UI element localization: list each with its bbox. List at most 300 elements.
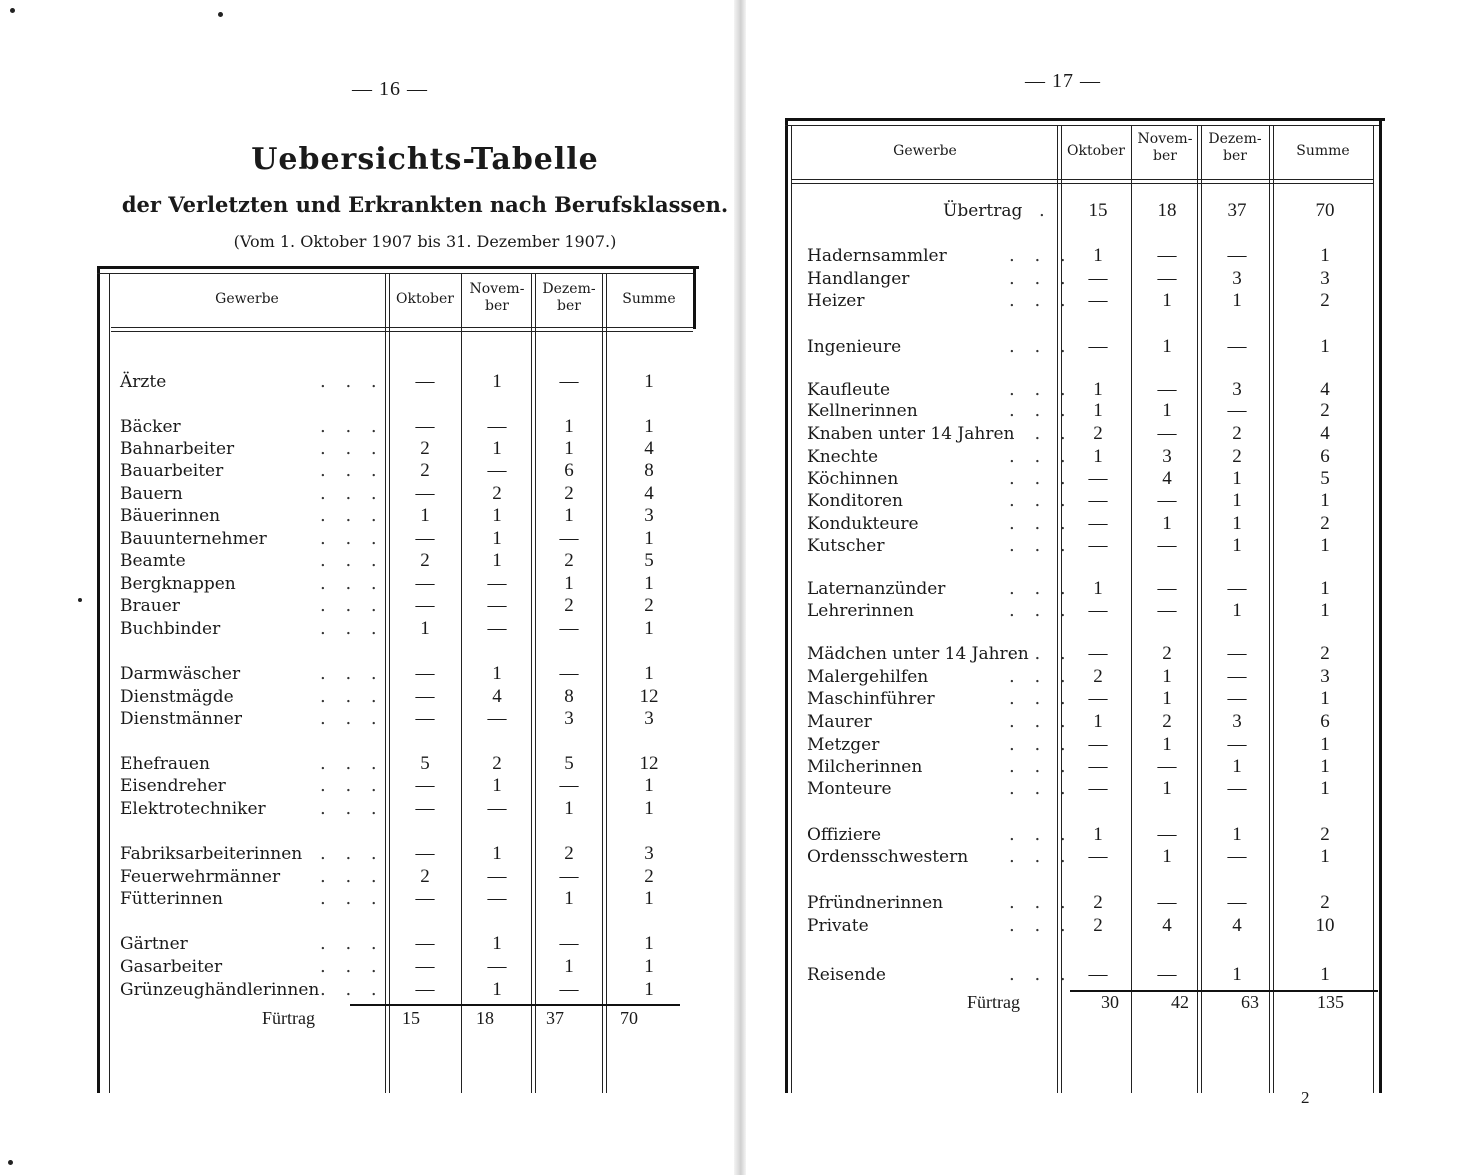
cell-dec: 3 bbox=[1232, 268, 1242, 289]
cell-nov: 3 bbox=[1162, 446, 1172, 467]
table-row bbox=[0, 438, 735, 460]
table-row bbox=[745, 513, 1480, 535]
trade-name: Metzger bbox=[807, 735, 880, 755]
cell-sum: 1 bbox=[644, 416, 654, 437]
trade-name: Fabriksarbeiterinnen bbox=[120, 844, 303, 864]
leader-dots: . . . bbox=[320, 933, 384, 954]
table-row bbox=[745, 734, 1480, 756]
cell-dec: — bbox=[1227, 846, 1247, 867]
header-november: Novem- ber bbox=[1137, 131, 1193, 164]
cell-dec: — bbox=[1227, 688, 1247, 709]
leader-dots: . . . bbox=[1009, 756, 1073, 777]
cell-oct: — bbox=[415, 708, 435, 729]
leader-dots: . . . bbox=[320, 595, 384, 616]
cell-nov: 1 bbox=[1162, 666, 1172, 687]
cell-dec: — bbox=[559, 528, 579, 549]
cell-sum: 1 bbox=[1320, 535, 1330, 556]
page-number: — 17 — bbox=[1025, 70, 1101, 92]
leader-dots: . . . bbox=[1009, 379, 1073, 400]
cell-dec: 1 bbox=[1232, 600, 1242, 621]
cell-dec: 3 bbox=[564, 708, 574, 729]
table-row bbox=[745, 915, 1480, 937]
table-row bbox=[0, 550, 735, 572]
cell-oct: 1 bbox=[1093, 711, 1103, 732]
table-row bbox=[745, 892, 1480, 914]
table-row bbox=[745, 468, 1480, 490]
header-sum: Summe bbox=[622, 291, 676, 307]
table-row bbox=[745, 688, 1480, 710]
footer-oct: 30 bbox=[1101, 992, 1119, 1012]
leader-dots: . . . bbox=[320, 371, 384, 392]
cell-sum: 1 bbox=[1320, 600, 1330, 621]
trade-name: Bergknappen bbox=[120, 574, 236, 594]
table-row bbox=[745, 600, 1480, 622]
leader-dots: . . . bbox=[1009, 446, 1073, 467]
cell-sum: 1 bbox=[1320, 490, 1330, 511]
leader-dots: . . . bbox=[320, 888, 384, 909]
table-row bbox=[0, 888, 735, 910]
leader-dots: . . . bbox=[320, 618, 384, 639]
table-row bbox=[0, 618, 735, 640]
leader-dots: . . . bbox=[1009, 778, 1073, 799]
trade-name: Bauunternehmer bbox=[120, 529, 267, 549]
cell-oct: — bbox=[1088, 290, 1108, 311]
cell-sum: 10 bbox=[1315, 915, 1335, 936]
leader-dots: . . . bbox=[1009, 513, 1073, 534]
trade-name: Knaben unter 14 Jahren bbox=[807, 424, 1015, 444]
cell-dec: — bbox=[1227, 400, 1247, 421]
cell-oct: — bbox=[415, 979, 435, 1000]
cell-oct: 1 bbox=[420, 618, 430, 639]
cell-sum: 1 bbox=[1320, 336, 1330, 357]
leader-dots: . . . bbox=[1009, 734, 1073, 755]
carry-label: Übertrag bbox=[943, 201, 1023, 221]
trade-name: Monteure bbox=[807, 779, 892, 799]
cell-dec: 2 bbox=[1232, 423, 1242, 444]
trade-name: Bahnarbeiter bbox=[120, 439, 235, 459]
cell-oct: — bbox=[415, 933, 435, 954]
cell-oct: — bbox=[1088, 688, 1108, 709]
leader-dots: . . . bbox=[1009, 711, 1073, 732]
header-december: Dezem- ber bbox=[1208, 131, 1262, 164]
cell-nov: — bbox=[1157, 824, 1177, 845]
leader-dots: . . . bbox=[320, 866, 384, 887]
table-row bbox=[0, 866, 735, 888]
cell-oct: — bbox=[1088, 490, 1108, 511]
header-trade: Gewerbe bbox=[215, 291, 279, 307]
sum-rule bbox=[350, 1004, 680, 1006]
cell-sum: 3 bbox=[644, 708, 654, 729]
trade-name: Offiziere bbox=[807, 825, 882, 845]
cell-sum: 1 bbox=[1320, 964, 1330, 985]
cell-oct: — bbox=[1088, 468, 1108, 489]
cell-sum: 4 bbox=[1320, 379, 1330, 400]
cell-nov: — bbox=[1157, 379, 1177, 400]
cell-oct: — bbox=[1088, 643, 1108, 664]
cell-sum: 4 bbox=[1320, 423, 1330, 444]
trade-name: Kondukteure bbox=[807, 514, 919, 534]
cell-oct: 1 bbox=[1093, 578, 1103, 599]
cell-dec: 1 bbox=[1232, 756, 1242, 777]
footer-sum: 70 bbox=[620, 1008, 638, 1028]
cell-dec: 1 bbox=[564, 438, 574, 459]
trade-name: Köchinnen bbox=[807, 469, 899, 489]
cell-nov: 1 bbox=[492, 505, 502, 526]
cell-sum: 1 bbox=[644, 573, 654, 594]
leader-dots: . . . bbox=[320, 460, 384, 481]
cell-oct: — bbox=[415, 528, 435, 549]
cell-sum: 4 bbox=[644, 438, 654, 459]
table-row bbox=[745, 778, 1480, 800]
table-row bbox=[0, 686, 735, 708]
cell-nov: 2 bbox=[492, 753, 502, 774]
leader-dots: . . . bbox=[1009, 268, 1073, 289]
leader-dots: . . . bbox=[320, 438, 384, 459]
cell-dec: 5 bbox=[564, 753, 574, 774]
trade-name: Malergehilfen bbox=[807, 667, 929, 687]
cell-nov: — bbox=[487, 460, 507, 481]
table-row bbox=[745, 578, 1480, 600]
cell-nov: — bbox=[1157, 600, 1177, 621]
cell-nov: 1 bbox=[1162, 778, 1172, 799]
cell-oct: — bbox=[415, 775, 435, 796]
cell-nov: 1 bbox=[1162, 513, 1172, 534]
cell-dec: 1 bbox=[564, 956, 574, 977]
cell-sum: 1 bbox=[644, 663, 654, 684]
cell-nov: 4 bbox=[1162, 468, 1172, 489]
trade-name: Hadernsammler bbox=[807, 246, 947, 266]
cell-dec: 2 bbox=[564, 483, 574, 504]
table-row bbox=[0, 753, 735, 775]
table-row bbox=[745, 336, 1480, 358]
leader-dots: . . . bbox=[320, 843, 384, 864]
table-row bbox=[745, 268, 1480, 290]
table-row bbox=[745, 756, 1480, 778]
cell-dec: — bbox=[1227, 892, 1247, 913]
leader-dots: . . . bbox=[1009, 824, 1073, 845]
cell-oct: — bbox=[1088, 756, 1108, 777]
cell-oct: 1 bbox=[420, 505, 430, 526]
header-sum: Summe bbox=[1296, 143, 1350, 159]
cell-nov: — bbox=[487, 708, 507, 729]
leader-dots: . . . bbox=[320, 416, 384, 437]
cell-oct: — bbox=[1088, 846, 1108, 867]
table-row bbox=[0, 595, 735, 617]
cell-sum: 1 bbox=[644, 979, 654, 1000]
cell-sum: 1 bbox=[1320, 846, 1330, 867]
table-row bbox=[745, 446, 1480, 468]
trade-name: Mädchen unter 14 Jahren bbox=[807, 644, 1029, 664]
leader-dots: . . . bbox=[320, 708, 384, 729]
trade-name: Dienstmägde bbox=[120, 687, 234, 707]
cell-nov: — bbox=[1157, 892, 1177, 913]
cell-oct: 5 bbox=[420, 753, 430, 774]
trade-name: Ordensschwestern bbox=[807, 847, 969, 867]
cell-oct: — bbox=[415, 573, 435, 594]
cell-oct: 2 bbox=[420, 550, 430, 571]
cell-sum: 3 bbox=[1320, 666, 1330, 687]
cell-nov: — bbox=[487, 618, 507, 639]
cell-oct: 1 bbox=[1093, 446, 1103, 467]
trade-name: Maurer bbox=[807, 712, 872, 732]
cell-sum: 1 bbox=[1320, 688, 1330, 709]
cell-nov: — bbox=[1157, 535, 1177, 556]
cell-nov: — bbox=[1157, 268, 1177, 289]
leader-dots: . . . bbox=[1009, 892, 1073, 913]
cell-sum: 12 bbox=[639, 686, 659, 707]
cell-nov: 1 bbox=[492, 933, 502, 954]
leader-dots: . . . bbox=[1009, 245, 1073, 266]
table-row bbox=[745, 666, 1480, 688]
footer-label: Fürtrag bbox=[262, 1008, 315, 1028]
carry-nov: 18 bbox=[1157, 200, 1177, 221]
trade-name: Handlanger bbox=[807, 269, 910, 289]
trade-name: Ehefrauen bbox=[120, 754, 210, 774]
cell-nov: 1 bbox=[492, 438, 502, 459]
cell-dec: — bbox=[559, 866, 579, 887]
cell-dec: 1 bbox=[564, 888, 574, 909]
cell-oct: — bbox=[1088, 513, 1108, 534]
cell-dec: — bbox=[559, 618, 579, 639]
trade-name: Gärtner bbox=[120, 934, 188, 954]
trade-name: Konditoren bbox=[807, 491, 903, 511]
leader-dots: . . . bbox=[320, 753, 384, 774]
leader-dots: . . . bbox=[320, 483, 384, 504]
cell-sum: 5 bbox=[644, 550, 654, 571]
cell-nov: 1 bbox=[492, 371, 502, 392]
footer-sum: 135 bbox=[1317, 992, 1344, 1012]
right-page bbox=[745, 0, 1480, 1175]
cell-sum: 1 bbox=[644, 528, 654, 549]
cell-dec: — bbox=[559, 933, 579, 954]
trade-name: Kellnerinnen bbox=[807, 401, 918, 421]
leader-dots: . . . bbox=[1009, 290, 1073, 311]
trade-name: Brauer bbox=[120, 596, 180, 616]
cell-oct: — bbox=[1088, 535, 1108, 556]
trade-name: Kaufleute bbox=[807, 380, 891, 400]
table-row bbox=[0, 775, 735, 797]
cell-nov: 1 bbox=[1162, 290, 1172, 311]
table-row bbox=[0, 573, 735, 595]
trade-name: Maschinführer bbox=[807, 689, 935, 709]
trade-name: Buchbinder bbox=[120, 619, 221, 639]
cell-nov: 1 bbox=[1162, 734, 1172, 755]
cell-sum: 2 bbox=[1320, 400, 1330, 421]
cell-oct: — bbox=[1088, 964, 1108, 985]
cell-sum: 8 bbox=[644, 460, 654, 481]
cell-oct: — bbox=[415, 371, 435, 392]
cell-nov: — bbox=[487, 888, 507, 909]
cell-oct: — bbox=[415, 956, 435, 977]
cell-oct: — bbox=[1088, 600, 1108, 621]
table-row bbox=[745, 846, 1480, 868]
cell-sum: 1 bbox=[644, 888, 654, 909]
trade-name: Private bbox=[807, 916, 869, 936]
cell-oct: 2 bbox=[420, 438, 430, 459]
cell-sum: 2 bbox=[1320, 290, 1330, 311]
cell-oct: — bbox=[415, 595, 435, 616]
trade-name: Ärzte bbox=[120, 372, 167, 392]
cell-nov: — bbox=[487, 798, 507, 819]
cell-oct: — bbox=[415, 843, 435, 864]
cell-nov: — bbox=[1157, 964, 1177, 985]
table-row bbox=[745, 290, 1480, 312]
cell-dec: — bbox=[1227, 336, 1247, 357]
cell-oct: — bbox=[1088, 268, 1108, 289]
cell-sum: 1 bbox=[1320, 756, 1330, 777]
trade-name: Ingenieure bbox=[807, 337, 902, 357]
cell-nov: — bbox=[487, 416, 507, 437]
table-row bbox=[0, 663, 735, 685]
cell-dec: 1 bbox=[1232, 964, 1242, 985]
footer-dec: 63 bbox=[1241, 992, 1259, 1012]
cell-dec: 2 bbox=[1232, 446, 1242, 467]
cell-nov: 1 bbox=[492, 663, 502, 684]
cell-nov: — bbox=[1157, 578, 1177, 599]
cell-oct: 2 bbox=[1093, 666, 1103, 687]
table-row bbox=[745, 643, 1480, 665]
leader-dots: . . . bbox=[320, 956, 384, 977]
trade-name: Heizer bbox=[807, 291, 865, 311]
leader-dots: . . . bbox=[1009, 666, 1073, 687]
cell-nov: — bbox=[487, 573, 507, 594]
trade-name: Beamte bbox=[120, 551, 186, 571]
cell-dec: 3 bbox=[1232, 711, 1242, 732]
cell-oct: 2 bbox=[420, 866, 430, 887]
leader-dots: . . . bbox=[1009, 688, 1073, 709]
cell-dec: — bbox=[1227, 578, 1247, 599]
signature-mark: 2 bbox=[1301, 1088, 1310, 1107]
cell-dec: — bbox=[559, 979, 579, 1000]
cell-nov: 1 bbox=[492, 528, 502, 549]
cell-dec: 2 bbox=[564, 550, 574, 571]
cell-oct: — bbox=[415, 483, 435, 504]
page-number: — 16 — bbox=[352, 78, 428, 100]
header-november: Novem- ber bbox=[469, 281, 525, 314]
cell-oct: — bbox=[415, 686, 435, 707]
cell-dec: — bbox=[1227, 734, 1247, 755]
table-row bbox=[745, 711, 1480, 733]
leader-dots: . . . bbox=[1009, 964, 1073, 985]
table-row bbox=[0, 979, 735, 1001]
cell-nov: — bbox=[487, 595, 507, 616]
cell-sum: 3 bbox=[644, 843, 654, 864]
table-row bbox=[0, 416, 735, 438]
trade-name: Milcherinnen bbox=[807, 757, 923, 777]
trade-name: Fütterinnen bbox=[120, 889, 223, 909]
cell-oct: — bbox=[1088, 734, 1108, 755]
cell-nov: 2 bbox=[492, 483, 502, 504]
leader-dots: . . . bbox=[1009, 400, 1073, 421]
cell-nov: — bbox=[1157, 756, 1177, 777]
table-row bbox=[745, 245, 1480, 267]
header-trade: Gewerbe bbox=[893, 143, 957, 159]
cell-oct: 1 bbox=[1093, 400, 1103, 421]
trade-name: Eisendreher bbox=[120, 776, 226, 796]
trade-name: Reisende bbox=[807, 965, 886, 985]
cell-dec: 1 bbox=[1232, 824, 1242, 845]
cell-oct: — bbox=[415, 888, 435, 909]
leader-dots: . . . bbox=[1009, 468, 1073, 489]
cell-sum: 12 bbox=[639, 753, 659, 774]
trade-name: Kutscher bbox=[807, 536, 885, 556]
cell-dec: — bbox=[1227, 666, 1247, 687]
table-row bbox=[0, 956, 735, 978]
cell-sum: 5 bbox=[1320, 468, 1330, 489]
cell-dec: 1 bbox=[564, 505, 574, 526]
cell-oct: — bbox=[415, 663, 435, 684]
table-row bbox=[0, 798, 735, 820]
trade-name: Laternanzünder bbox=[807, 579, 946, 599]
table-row bbox=[745, 964, 1480, 986]
cell-dec: 1 bbox=[564, 416, 574, 437]
leader-dots: . . . bbox=[1009, 578, 1073, 599]
cell-nov: 1 bbox=[492, 843, 502, 864]
table-subtitle: der Verletzten und Erkrankten nach Berufsklassen. bbox=[121, 192, 729, 217]
cell-oct: — bbox=[1088, 778, 1108, 799]
cell-oct: — bbox=[415, 416, 435, 437]
table-row bbox=[745, 379, 1480, 401]
leader-dots: . . . bbox=[1009, 915, 1073, 936]
cell-sum: 4 bbox=[644, 483, 654, 504]
cell-sum: 2 bbox=[1320, 892, 1330, 913]
cell-dec: — bbox=[1227, 245, 1247, 266]
table-row bbox=[0, 708, 735, 730]
leader-dots: . . . bbox=[320, 573, 384, 594]
table-row bbox=[0, 933, 735, 955]
leader-dots: . . . bbox=[1009, 423, 1073, 444]
trade-name: Pfründnerinnen bbox=[807, 893, 944, 913]
cell-oct: 2 bbox=[1093, 892, 1103, 913]
cell-nov: 4 bbox=[1162, 915, 1172, 936]
cell-nov: — bbox=[487, 956, 507, 977]
leader-dots: . . . bbox=[320, 775, 384, 796]
leader-dots: . . . bbox=[1009, 490, 1073, 511]
carry-sum: 70 bbox=[1315, 200, 1335, 221]
footer-oct: 15 bbox=[402, 1008, 420, 1028]
table-row bbox=[0, 483, 735, 505]
carry-row: Übertrag . 15 18 37 70 bbox=[745, 200, 1480, 222]
trade-name: Bäuerinnen bbox=[120, 506, 221, 526]
cell-sum: 1 bbox=[1320, 245, 1330, 266]
table-row bbox=[0, 371, 735, 393]
cell-nov: 1 bbox=[1162, 400, 1172, 421]
cell-dec: 2 bbox=[564, 843, 574, 864]
cell-oct: 2 bbox=[420, 460, 430, 481]
leader-dots: . . . bbox=[1009, 600, 1073, 621]
cell-sum: 1 bbox=[1320, 734, 1330, 755]
cell-oct: — bbox=[1088, 336, 1108, 357]
footer-label: Fürtrag bbox=[967, 992, 1020, 1012]
table-row bbox=[745, 490, 1480, 512]
cell-oct: 1 bbox=[1093, 245, 1103, 266]
trade-name: Dienstmänner bbox=[120, 709, 242, 729]
cell-sum: 1 bbox=[1320, 778, 1330, 799]
cell-nov: 1 bbox=[492, 550, 502, 571]
cell-sum: 3 bbox=[644, 505, 654, 526]
trade-name: Bauern bbox=[120, 484, 183, 504]
cell-dec: 1 bbox=[1232, 490, 1242, 511]
cell-dec: 1 bbox=[1232, 535, 1242, 556]
cell-dec: — bbox=[1227, 778, 1247, 799]
leader-dots: . . . bbox=[1009, 336, 1073, 357]
cell-oct: — bbox=[415, 798, 435, 819]
cell-nov: 1 bbox=[1162, 336, 1172, 357]
cell-sum: 2 bbox=[1320, 643, 1330, 664]
cell-oct: 2 bbox=[1093, 915, 1103, 936]
table-title: Uebersichts-Tabelle bbox=[251, 142, 599, 177]
cell-dec: 1 bbox=[1232, 290, 1242, 311]
